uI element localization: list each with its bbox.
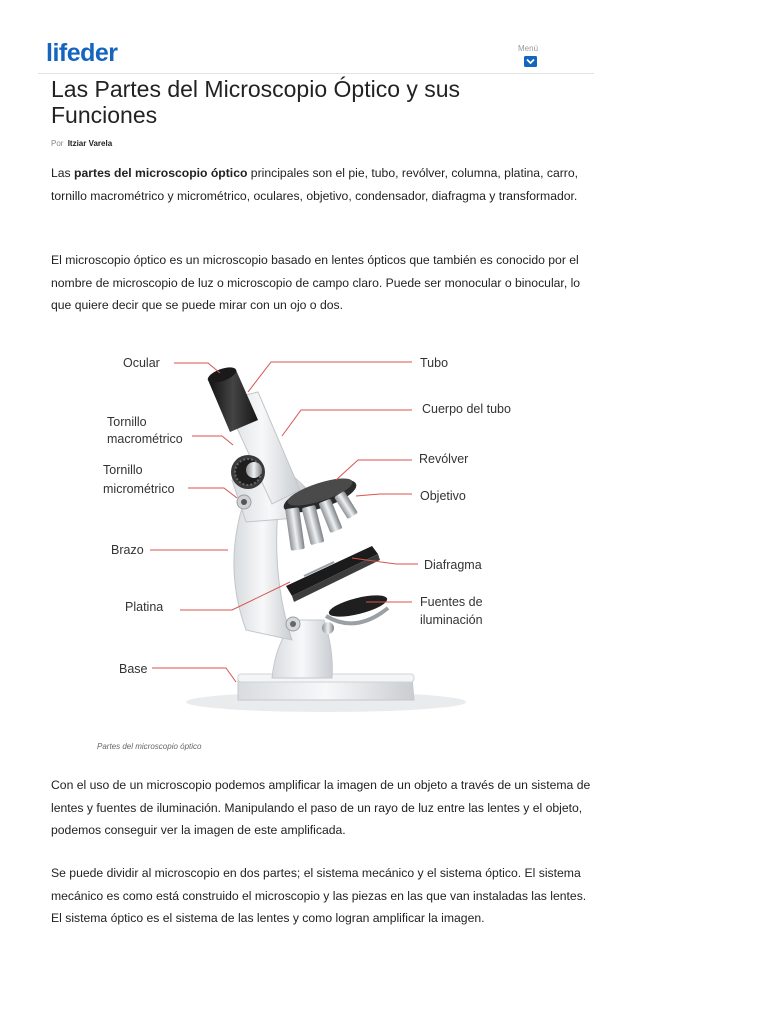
label-platina: Platina xyxy=(125,600,164,614)
author-link[interactable]: Itziar Varela xyxy=(67,139,113,148)
byline xyxy=(51,139,112,148)
paragraph-3: Con el uso de un microscopio podemos amplificar la imagen de un objeto a través de un sistema de lentes y fuentes de iluminación. Manipulando el paso de un rayo de luz entre las lentes y el objeto, podemos conseguir ver la imagen de este amplificada. xyxy=(51,778,591,837)
label-tornillo-macro-1: Tornillo xyxy=(107,415,147,429)
intro-paragraph xyxy=(51,162,591,207)
label-objetivo: Objetivo xyxy=(420,489,466,503)
label-diafragma: Diafragma xyxy=(424,558,482,572)
paragraph-2: El microscopio óptico es un microscopio basado en lentes ópticos que también es conocido por el nombre de microscopio de luz o microscopio de campo claro. Puede ser monocular o binocular, lo que quiere decir que se puede mirar con un ojo o dos. xyxy=(51,253,581,312)
site-header xyxy=(0,0,768,76)
article-title: Las Partes del Microscopio Óptico y sus Funciones xyxy=(51,76,461,128)
microscope-figure xyxy=(96,340,536,740)
label-fuentes-2: iluminación xyxy=(420,613,483,627)
label-tornillo-micro-1: Tornillo xyxy=(103,463,143,477)
byline-prefix: Por xyxy=(51,139,64,148)
intro-text-start: Las xyxy=(51,166,75,180)
header-divider xyxy=(38,73,594,74)
menu-label[interactable]: Menú xyxy=(518,44,539,53)
label-cuerpo-tubo: Cuerpo del tubo xyxy=(422,402,511,416)
label-tornillo-macro-2: macrométrico xyxy=(107,432,183,446)
label-base: Base xyxy=(119,662,148,676)
intro-keyword: partes del microscopio óptico xyxy=(74,166,248,180)
chevron-down-icon[interactable] xyxy=(524,56,537,67)
label-ocular: Ocular xyxy=(123,356,160,370)
microscope-diagram xyxy=(96,340,536,740)
label-tornillo-micro-2: micrométrico xyxy=(103,482,175,496)
label-fuentes-1: Fuentes de xyxy=(420,595,483,609)
label-revolver: Revólver xyxy=(419,452,469,466)
figure-caption: Partes del microscopio óptico xyxy=(97,742,202,751)
paragraph-4: Se puede dividir al microscopio en dos partes; el sistema mecánico y el sistema óptico. El sistema mecánico es como está construido el microscopio y las piezas en las que van instaladas las lentes. El sistema óptico es el sistema de las lentes y como logran amplificar la imagen. xyxy=(51,866,587,925)
site-logo[interactable]: lifeder xyxy=(46,39,118,67)
intro-text-end: principales son el pie, tubo, revólver, columna, platina, carro, tornillo macrométrico y micrométrico, oculares, objetivo, condensador, diafragma y transformador. xyxy=(51,166,579,203)
label-brazo: Brazo xyxy=(111,543,144,557)
label-tubo: Tubo xyxy=(420,356,449,370)
